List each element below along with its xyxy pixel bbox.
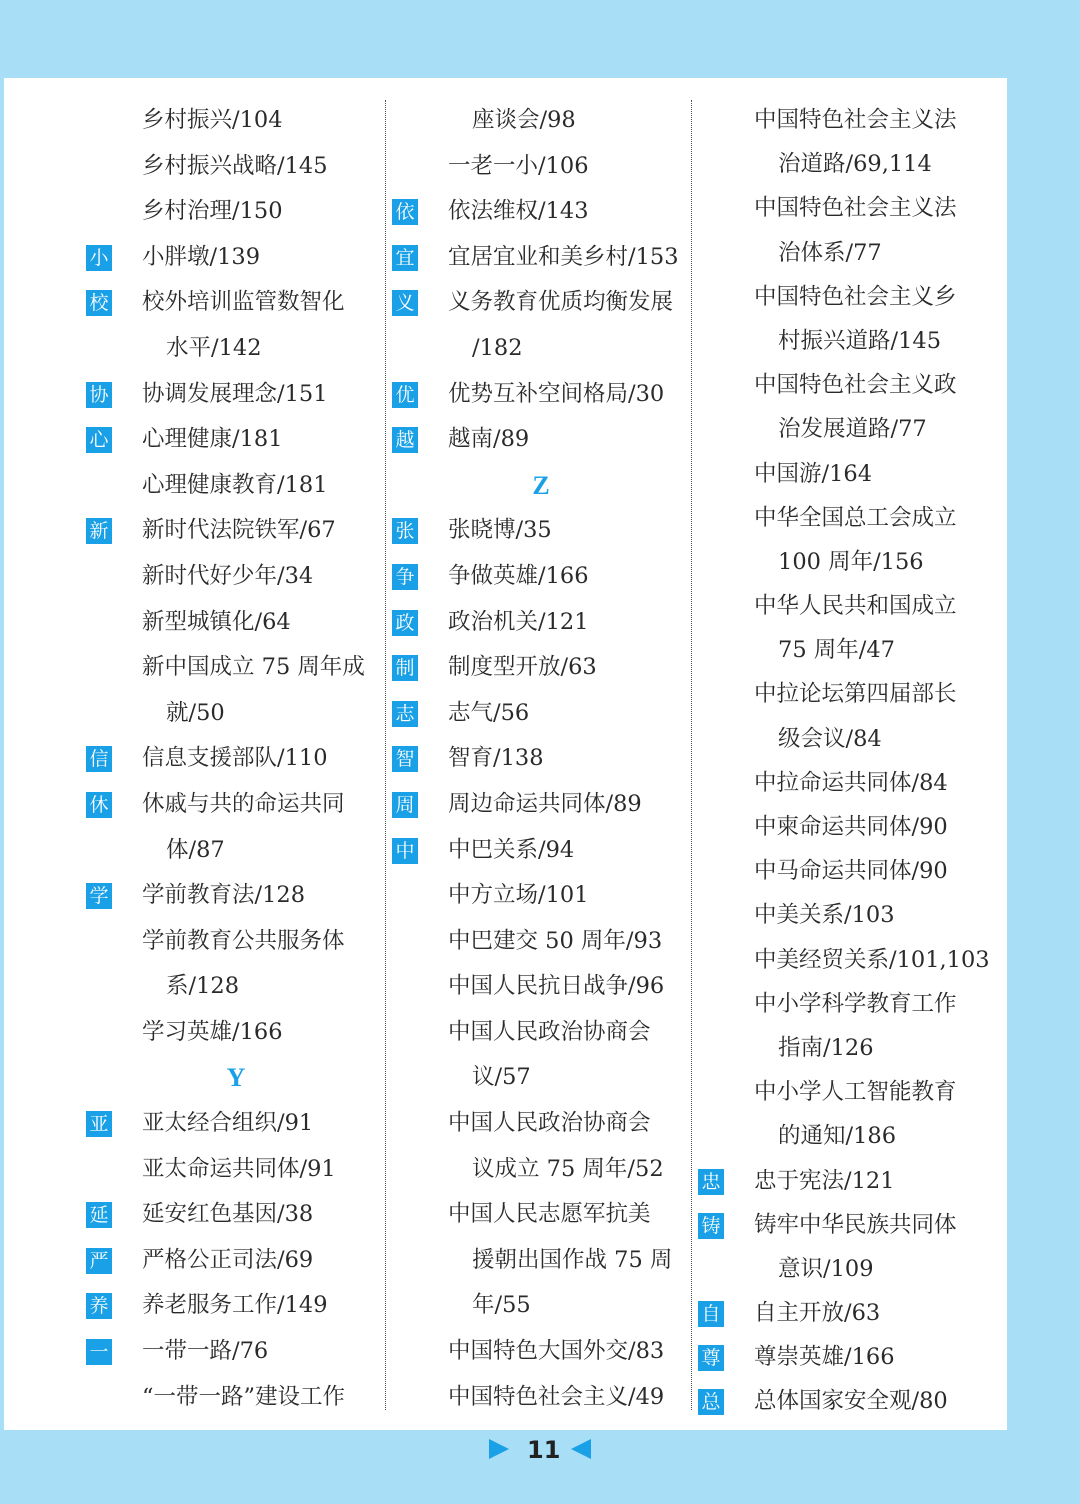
index-entry [698, 231, 998, 275]
index-entry [392, 417, 690, 463]
index-entry [392, 691, 690, 737]
index-entry [392, 873, 690, 919]
index-entry-text: 一老一小/106 [448, 152, 589, 179]
index-entry-text: 中国人民政治协商会 [448, 1018, 651, 1045]
index-entry-continuation: 指南/126 [778, 1034, 874, 1061]
index-entry [698, 1114, 998, 1158]
index-entry-text: 亚太命运共同体/91 [142, 1155, 336, 1182]
index-entry [86, 1375, 386, 1421]
index-entry-text: 心理健康教育/181 [142, 471, 328, 498]
index-entry [392, 600, 690, 646]
index-entry-text: 忠于宪法/121 [754, 1167, 895, 1194]
index-entry-text: 中华人民共和国成立 [754, 593, 957, 620]
index-entry-text: 志气/56 [448, 699, 530, 726]
index-entry-text: 中拉命运共同体/84 [754, 769, 948, 796]
index-entry [698, 938, 998, 982]
initial-char-badge: 张 [392, 518, 418, 544]
index-entry-text: 信息支援部队/110 [142, 745, 328, 772]
index-entry [392, 828, 690, 874]
index-entry [392, 919, 690, 965]
index-entry-continuation: 治道路/69,114 [778, 151, 932, 178]
index-entry [86, 828, 386, 874]
index-entry [698, 1379, 998, 1423]
index-entry-text: 张晓博/35 [448, 517, 552, 544]
initial-char-badge: 小 [86, 245, 112, 271]
index-entry [86, 508, 386, 554]
index-entry-text: 中国人民政治协商会 [448, 1110, 651, 1137]
index-entry [86, 235, 386, 281]
initial-char-badge: 尊 [698, 1345, 724, 1371]
initial-char-badge: 自 [698, 1301, 724, 1327]
index-entry [392, 782, 690, 828]
initial-char-badge: 严 [86, 1248, 112, 1274]
index-entry-continuation: 议/57 [472, 1064, 531, 1091]
initial-char-badge: 智 [392, 746, 418, 772]
index-entry [86, 1192, 386, 1238]
index-entry [392, 964, 690, 1010]
index-entry [86, 964, 386, 1010]
initial-char-badge: 协 [86, 382, 112, 408]
initial-char-badge: 争 [392, 564, 418, 590]
index-entry [392, 508, 690, 554]
index-entry [86, 280, 386, 326]
index-entry-text: 中国特色社会主义/49 [448, 1383, 665, 1410]
index-entry-continuation: 议成立 75 周年/52 [472, 1155, 664, 1182]
column-divider [385, 100, 386, 1410]
initial-char-badge: 忠 [698, 1169, 724, 1195]
index-entry-text: 中国游/164 [754, 460, 873, 487]
initial-char-badge: 中 [392, 838, 418, 864]
index-entry [698, 628, 998, 672]
index-entry [698, 1247, 998, 1291]
index-entry-text: 宜居宜业和美乡村/153 [448, 243, 679, 270]
index-entry [698, 761, 998, 805]
index-entry-text: 智育/138 [448, 745, 544, 772]
index-entry-text: 自主开放/63 [754, 1300, 881, 1327]
index-entry [86, 463, 386, 509]
index-column-3 [698, 98, 998, 1413]
initial-char-badge: 亚 [86, 1111, 112, 1137]
right-arrow-icon [489, 1439, 509, 1459]
index-entry [698, 717, 998, 761]
index-entry [86, 554, 386, 600]
index-entry [392, 144, 690, 190]
index-entry-continuation: 村振兴道路/145 [778, 327, 942, 354]
index-entry-continuation: 级会议/84 [778, 725, 882, 752]
index-entry-continuation: 意识/109 [778, 1255, 874, 1282]
index-entry-text: 中巴建交 50 周年/93 [448, 927, 663, 954]
index-entry [392, 1055, 690, 1101]
index-entry [698, 893, 998, 937]
index-entry-text: 新时代法院铁军/67 [142, 517, 336, 544]
index-column-2 [392, 98, 690, 1413]
index-entry [392, 1101, 690, 1147]
index-entry [698, 1026, 998, 1070]
index-entry [86, 736, 386, 782]
index-entry [86, 919, 386, 965]
initial-char-badge: 宜 [392, 245, 418, 271]
index-entry-text: 协调发展理念/151 [142, 380, 328, 407]
index-entry [698, 982, 998, 1026]
index-entry-text: 新中国成立 75 周年成 [142, 654, 365, 681]
index-entry-text: 校外培训监管数智化 [142, 289, 345, 316]
index-entry [392, 1192, 690, 1238]
index-entry [86, 645, 386, 691]
index-entry-continuation: 就/50 [166, 699, 225, 726]
index-entry [392, 1375, 690, 1421]
index-entry-text: 中方立场/101 [448, 882, 589, 909]
index-entry-continuation: 治体系/77 [778, 239, 882, 266]
index-entry-text: 中美经贸关系/101,103 [754, 946, 990, 973]
column-divider [691, 100, 692, 1410]
index-entry-text: 周边命运共同体/89 [448, 790, 642, 817]
section-letter: Z [532, 470, 550, 500]
index-entry [698, 275, 998, 319]
index-entry [698, 672, 998, 716]
index-entry-text: 休戚与共的命运共同 [142, 790, 345, 817]
index-entry [698, 319, 998, 363]
initial-char-badge: 延 [86, 1202, 112, 1228]
index-entry-continuation: 75 周年/47 [778, 637, 895, 664]
initial-char-badge: 铸 [698, 1213, 724, 1239]
index-entry-text: 中国特色社会主义法 [754, 195, 957, 222]
index-entry [86, 189, 386, 235]
initial-char-badge: 优 [392, 382, 418, 408]
index-entry-text: 义务教育优质均衡发展 [448, 289, 674, 316]
index-entry-text: 中国特色社会主义政 [754, 372, 957, 399]
index-entry [392, 1010, 690, 1056]
index-entry [86, 600, 386, 646]
index-entry [86, 1101, 386, 1147]
index-entry [392, 1283, 690, 1329]
index-entry-text: 亚太经合组织/91 [142, 1110, 314, 1137]
index-entry [698, 1291, 998, 1335]
index-entry [86, 1238, 386, 1284]
index-column-1 [86, 98, 386, 1413]
index-entry-continuation: 体/87 [166, 836, 225, 863]
index-entry-continuation: 水平/142 [166, 334, 262, 361]
index-entry [698, 98, 998, 142]
initial-char-badge: 新 [86, 518, 112, 544]
index-entry [698, 805, 998, 849]
index-entry-continuation: /182 [472, 334, 523, 361]
index-entry [698, 407, 998, 451]
index-entry [392, 1238, 690, 1284]
initial-char-badge: 政 [392, 610, 418, 636]
index-entry-text: 铸牢中华民族共同体 [754, 1211, 957, 1238]
index-entry-text: “一带一路”建设工作 [142, 1383, 346, 1410]
index-entry-text: 中巴关系/94 [448, 836, 575, 863]
index-entry [392, 189, 690, 235]
index-entry [86, 372, 386, 418]
index-entry-text: 中国人民抗日战争/96 [448, 973, 665, 1000]
index-entry-text: 学习英雄/166 [142, 1018, 283, 1045]
index-entry-text: 中国特色社会主义法 [754, 107, 957, 133]
index-entry-continuation: 援朝出国作战 75 周 [472, 1246, 673, 1273]
index-entry [698, 142, 998, 186]
index-entry-text: 争做英雄/166 [448, 562, 589, 589]
index-entry-text: 乡村振兴/104 [142, 107, 283, 133]
index-entry-continuation: 的通知/186 [778, 1123, 897, 1150]
index-entry-continuation: 座谈会/98 [472, 107, 576, 133]
index-entry-text: 依法维权/143 [448, 198, 589, 225]
index-entry-text: 一带一路/76 [142, 1338, 269, 1365]
index-entry-continuation: 年/55 [472, 1292, 531, 1319]
index-entry-text: 乡村振兴战略/145 [142, 152, 328, 179]
index-entry [86, 98, 386, 144]
initial-char-badge: 信 [86, 746, 112, 772]
index-entry-text: 总体国家安全观/80 [754, 1388, 948, 1415]
index-entry [86, 1283, 386, 1329]
initial-char-badge: 制 [392, 655, 418, 681]
index-entry [698, 496, 998, 540]
index-entry [86, 144, 386, 190]
index-entry [392, 372, 690, 418]
index-entry-text: 尊崇英雄/166 [754, 1344, 895, 1371]
index-entry-text: 新时代好少年/34 [142, 562, 314, 589]
initial-char-badge: 养 [86, 1293, 112, 1319]
index-entry [698, 849, 998, 893]
index-entry-text: 中国特色大国外交/83 [448, 1338, 665, 1365]
index-entry [698, 540, 998, 584]
index-entry [698, 452, 998, 496]
index-entry-text: 养老服务工作/149 [142, 1292, 328, 1319]
index-entry [86, 873, 386, 919]
index-entry [86, 1147, 386, 1193]
index-entry [86, 417, 386, 463]
index-entry [392, 280, 690, 326]
index-entry-text: 中华全国总工会成立 [754, 504, 957, 531]
index-entry-text: 越南/89 [448, 426, 530, 453]
index-entry-continuation: 治发展道路/77 [778, 416, 927, 443]
index-entry-continuation: 系/128 [166, 973, 240, 1000]
index-entry-text: 中柬命运共同体/90 [754, 814, 948, 840]
index-entry-continuation: 100 周年/156 [778, 548, 924, 575]
initial-char-badge: 义 [392, 290, 418, 316]
index-entry [698, 186, 998, 230]
section-letter: Y [226, 1063, 246, 1093]
initial-char-badge: 学 [86, 883, 112, 909]
index-entry-text: 学前教育公共服务体 [142, 927, 345, 954]
page-number: 11 [527, 1436, 561, 1464]
initial-char-badge: 一 [86, 1339, 112, 1365]
index-entry [392, 235, 690, 281]
index-entry-text: 中美关系/103 [754, 902, 895, 929]
initial-char-badge: 依 [392, 199, 418, 225]
index-entry-text: 小胖墩/139 [142, 243, 261, 270]
index-entry-text: 新型城镇化/64 [142, 608, 291, 635]
index-entry-text: 优势互补空间格局/30 [448, 380, 665, 407]
index-entry [698, 1335, 998, 1379]
index-entry-text: 制度型开放/63 [448, 654, 597, 681]
initial-char-badge: 休 [86, 792, 112, 818]
index-entry-text: 中马命运共同体/90 [754, 858, 948, 885]
index-entry [86, 1010, 386, 1056]
index-entry [392, 98, 690, 144]
index-entry [698, 1070, 998, 1114]
index-entry-text: 政治机关/121 [448, 608, 589, 635]
index-entry [86, 326, 386, 372]
index-entry-text: 学前教育法/128 [142, 882, 306, 909]
index-entry-text: 中小学科学教育工作 [754, 990, 957, 1017]
initial-char-badge: 总 [698, 1389, 724, 1415]
index-entry-text: 中国人民志愿军抗美 [448, 1201, 651, 1228]
index-entry [86, 691, 386, 737]
index-entry [86, 1329, 386, 1375]
initial-char-badge: 校 [86, 290, 112, 316]
index-entry [392, 736, 690, 782]
index-entry-text: 中拉论坛第四届部长 [754, 681, 957, 708]
index-entry-text: 严格公正司法/69 [142, 1246, 314, 1273]
index-entry [698, 1203, 998, 1247]
initial-char-badge: 心 [86, 427, 112, 453]
index-entry [698, 1159, 998, 1203]
index-entry [392, 326, 690, 372]
initial-char-badge: 周 [392, 792, 418, 818]
index-entry-text: 中国特色社会主义乡 [754, 283, 957, 310]
index-entry-text: 乡村治理/150 [142, 198, 283, 225]
index-entry [392, 645, 690, 691]
index-entry [698, 584, 998, 628]
initial-char-badge: 越 [392, 427, 418, 453]
index-entry-text: 中小学人工智能教育 [754, 1079, 957, 1106]
index-entry [392, 1329, 690, 1375]
index-page [4, 78, 1007, 1430]
index-entry-text: 心理健康/181 [142, 426, 283, 453]
initial-char-badge: 志 [392, 701, 418, 727]
index-entry-text: 延安红色基因/38 [142, 1201, 314, 1228]
index-entry [698, 363, 998, 407]
index-entry [392, 554, 690, 600]
left-arrow-icon [571, 1439, 591, 1459]
index-entry [392, 1147, 690, 1193]
index-entry [86, 782, 386, 828]
